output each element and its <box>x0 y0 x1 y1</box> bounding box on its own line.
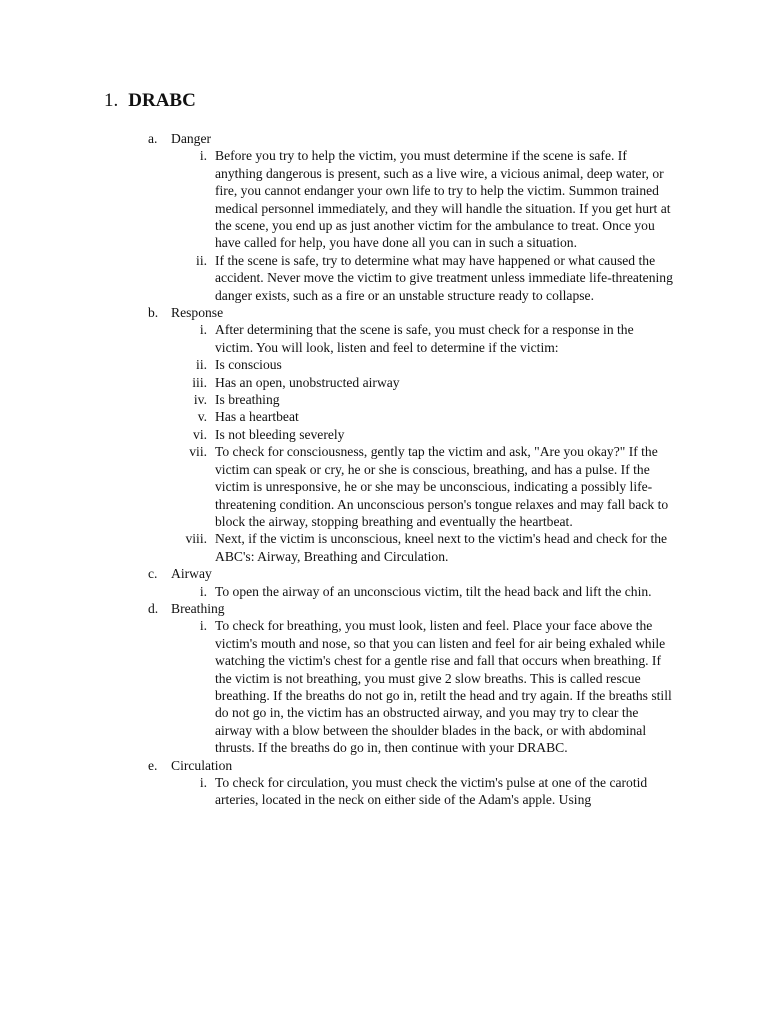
list-item <box>0 426 768 443</box>
item-numeral: i. <box>199 148 207 164</box>
item-text: If the scene is safe, try to determine what may have happened or what caused the accident. Never move the victim to give treatment unless immediate life-threatening danger exists, such as a fire or an unstable structure ready to collapse. <box>215 252 673 303</box>
item-numeral: iii. <box>192 374 207 390</box>
item-numeral: ii. <box>196 252 207 268</box>
list-item <box>0 408 768 425</box>
list-item <box>0 583 768 600</box>
item-text: Is not bleeding severely <box>215 426 345 442</box>
section-label: Circulation <box>171 757 233 773</box>
section-label: Breathing <box>171 600 225 616</box>
item-text: To check for circulation, you must check the victim's pulse at one of the carotid arteries, located in the neck on either side of the Adam's apple. Using <box>215 774 648 808</box>
section-header <box>0 304 768 321</box>
section-marker: a. <box>148 131 158 146</box>
list-item <box>0 374 768 391</box>
list-item <box>0 252 768 304</box>
section-label: Response <box>171 305 224 321</box>
item-numeral: i. <box>199 774 207 790</box>
section-header <box>0 600 768 617</box>
section-marker: e. <box>148 757 158 773</box>
heading-number: 1. <box>104 90 119 111</box>
item-numeral: viii. <box>185 531 207 547</box>
item-numeral: i. <box>199 322 207 338</box>
section-marker: d. <box>148 600 159 616</box>
item-text: Is breathing <box>215 392 280 408</box>
section-breathing <box>0 600 768 757</box>
section-marker: b. <box>148 305 159 321</box>
list-item <box>0 443 768 530</box>
list-item <box>0 391 768 408</box>
section-response <box>0 304 768 565</box>
list-item <box>0 356 768 373</box>
item-text: Has an open, unobstructed airway <box>215 374 400 390</box>
item-text: To check for breathing, you must look, listen and feel. Place your face above the victim's mouth and nose, so that you can listen and feel for air being exhaled while watching the victim's chest for a gentle rise and fall that occurs when breathing. If the victim is not breathing, you must give 2 slow breaths. This is called rescue breathing. If the breaths do not go in, retilt the head and try again. If the breaths still do not go in, the victim has an obstructed airway, and you may try to clear the airway with a blow between the shoulder blades in the back, or with abdominal thrusts. If the breaths do go in, then continue with your DRABC. <box>215 618 672 756</box>
item-numeral: v. <box>197 409 207 425</box>
section-header <box>0 757 768 774</box>
section-header <box>0 130 768 147</box>
section-marker: c. <box>148 566 158 582</box>
section-danger <box>0 130 768 304</box>
item-numeral: vii. <box>189 444 207 460</box>
section-circulation <box>0 757 768 809</box>
item-numeral: iv. <box>193 392 207 408</box>
list-item <box>0 774 768 809</box>
heading-title: DRABC <box>128 90 196 111</box>
list-item <box>0 617 768 756</box>
list-item <box>0 530 768 565</box>
item-text: Before you try to help the victim, you must determine if the scene is safe. If anything dangerous is present, such as a live wire, a vicious animal, deep water, or fire, you cannot endanger your own life to try to help the victim. Summon trained medical personnel immediately, and they will handle the situation. If you get hurt at the scene, you end up as just another victim for the ambulance to treat. Once you have called for help, you have done all you can in such a situation. <box>215 148 671 251</box>
item-text: Has a heartbeat <box>215 409 299 425</box>
item-text: Is conscious <box>215 357 282 373</box>
section-label: Airway <box>171 566 212 582</box>
item-text: After determining that the scene is safe, you must check for a response in the victim. You will look, listen and feel to determine if the victim: <box>215 322 634 355</box>
page-heading <box>104 90 768 114</box>
item-numeral: ii. <box>196 357 207 373</box>
section-label: Danger <box>171 131 212 146</box>
section-header <box>0 565 768 582</box>
item-numeral: i. <box>199 583 207 599</box>
item-text: To check for consciousness, gently tap the victim and ask, "Are you okay?" If the victim can speak or cry, he or she is conscious, breathing, and has a pulse. If the victim is unresponsive, he or she may be unconscious, indicating a possibly life-threatening condition. An unconscious person's tongue relaxes and may fall back to block the airway, stopping breathing and eventually the heartbeat. <box>215 444 669 529</box>
item-text: To open the airway of an unconscious victim, tilt the head back and lift the chin. <box>215 583 652 599</box>
list-item <box>0 321 768 356</box>
item-text: Next, if the victim is unconscious, kneel next to the victim's head and check for the ABC's: Airway, Breathing and Circulation. <box>215 531 668 564</box>
list-item <box>0 147 768 251</box>
item-numeral: vi. <box>193 426 207 442</box>
item-numeral: i. <box>199 618 207 634</box>
section-airway <box>0 565 768 600</box>
